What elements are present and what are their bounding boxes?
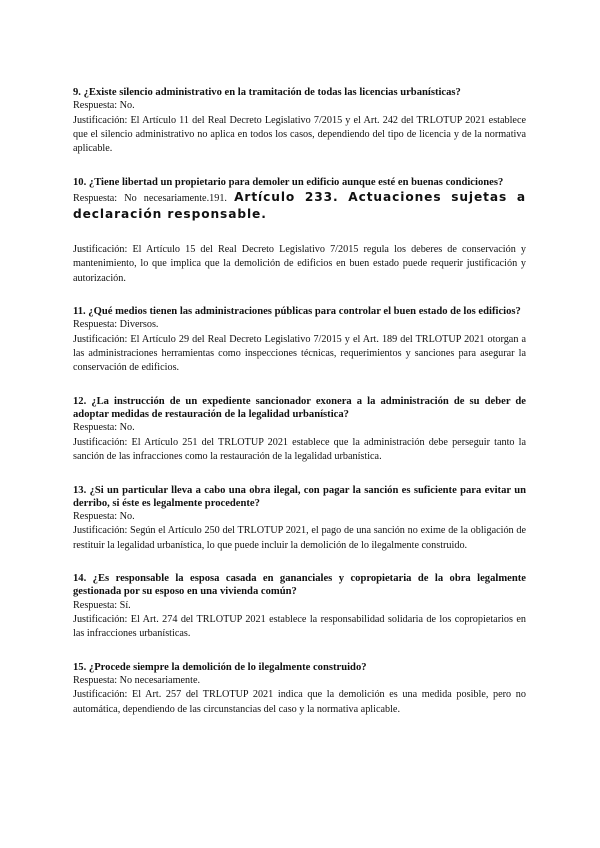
qa-item-15	[73, 661, 526, 717]
justification-12: Justificación: El Artículo 251 del TRLOTUP 2021 establece que la administración debe perseguir tanto la sanción de las infracciones como la restauración de la legalidad urbanística.	[73, 436, 526, 463]
answer-10-line	[73, 189, 526, 224]
justification-11: Justificación: El Artículo 29 del Real Decreto Legislativo 7/2015 y el Art. 189 del TRLOTUP 2021 otorgan a las administraciones herramientas como inspecciones técnicas, requerimientos y sanciones para asegurar la conservación de edificios.	[73, 333, 526, 374]
answer-10-article-reference: Artículo 233. Actuaciones sujetas a declaración responsable.	[73, 190, 527, 222]
answer-15: Respuesta: No necesariamente.	[73, 674, 201, 686]
question-15: 15. ¿Procede siempre la demolición de lo ilegalmente construido?	[73, 661, 367, 673]
answer-9: Respuesta: No.	[73, 100, 135, 112]
justification-15: Justificación: El Art. 257 del TRLOTUP 2021 indica que la demolición es una medida posible, pero no automática, dependiendo de las circunstancias del caso y la normativa aplicable.	[73, 689, 526, 715]
justification-10: Justificación: El Artículo 15 del Real Decreto Legislativo 7/2015 regula los deberes de conservación y mantenimiento, lo que implica que la demolición de edificios en buen estado puede requerir justificación y autorización.	[73, 243, 526, 284]
qa-item-11	[73, 305, 526, 376]
question-14: 14. ¿Es responsable la esposa casada en gananciales y copropietaria de la obra legalmente gestionada por su esposo en una vivienda común?	[73, 573, 526, 598]
qa-item-14	[73, 572, 526, 642]
qa-item-13	[73, 484, 526, 554]
question-10: 10. ¿Tiene libertad un propietario para demoler un edificio aunque esté en buenas condiciones?	[73, 176, 504, 188]
qa-item-10	[73, 176, 526, 286]
justification-13: Justificación: Según el Artículo 250 del TRLOTUP 2021, el pago de una sanción no exime de la obligación de restituir la legalidad urbanística, lo que puede incluir la demolición de lo ilegalmente construido.	[73, 525, 526, 551]
question-11: 11. ¿Qué medios tienen las administraciones públicas para controlar el buen estado de los edificios?	[73, 306, 521, 318]
qa-item-9	[73, 86, 526, 157]
question-12: 12. ¿La instrucción de un expediente sancionador exonera a la administración de su deber de adoptar medidas de restauración de la legalidad urbanística?	[73, 395, 526, 421]
justification-14: Justificación: El Art. 274 del TRLOTUP 2021 establece la responsabilidad solidaria de los copropietarios en las infracciones urbanísticas.	[73, 613, 526, 640]
answer-14: Respuesta: Sí.	[73, 599, 131, 611]
answer-12: Respuesta: No.	[73, 422, 135, 434]
justification-9: Justificación: El Artículo 11 del Real Decreto Legislativo 7/2015 y el Art. 242 del TRLOTUP 2021 establece que el silencio administrativo no aplica en todos los casos, dependiendo del tipo de licencia y de la normativa aplicable.	[73, 114, 526, 155]
question-9: 9. ¿Existe silencio administrativo en la tramitación de todas las licencias urbanísticas?	[73, 87, 461, 98]
question-13: 13. ¿Si un particular lleva a cabo una obra ilegal, con pagar la sanción es suficiente para evitar un derribo, si éste es legalmente procedente?	[73, 484, 526, 509]
answer-13: Respuesta: No.	[73, 510, 135, 522]
answer-11: Respuesta: Diversos.	[73, 319, 159, 331]
blank-line	[73, 224, 526, 243]
answer-10: Respuesta: No necesariamente.191.	[73, 193, 227, 205]
qa-item-12	[73, 395, 526, 465]
